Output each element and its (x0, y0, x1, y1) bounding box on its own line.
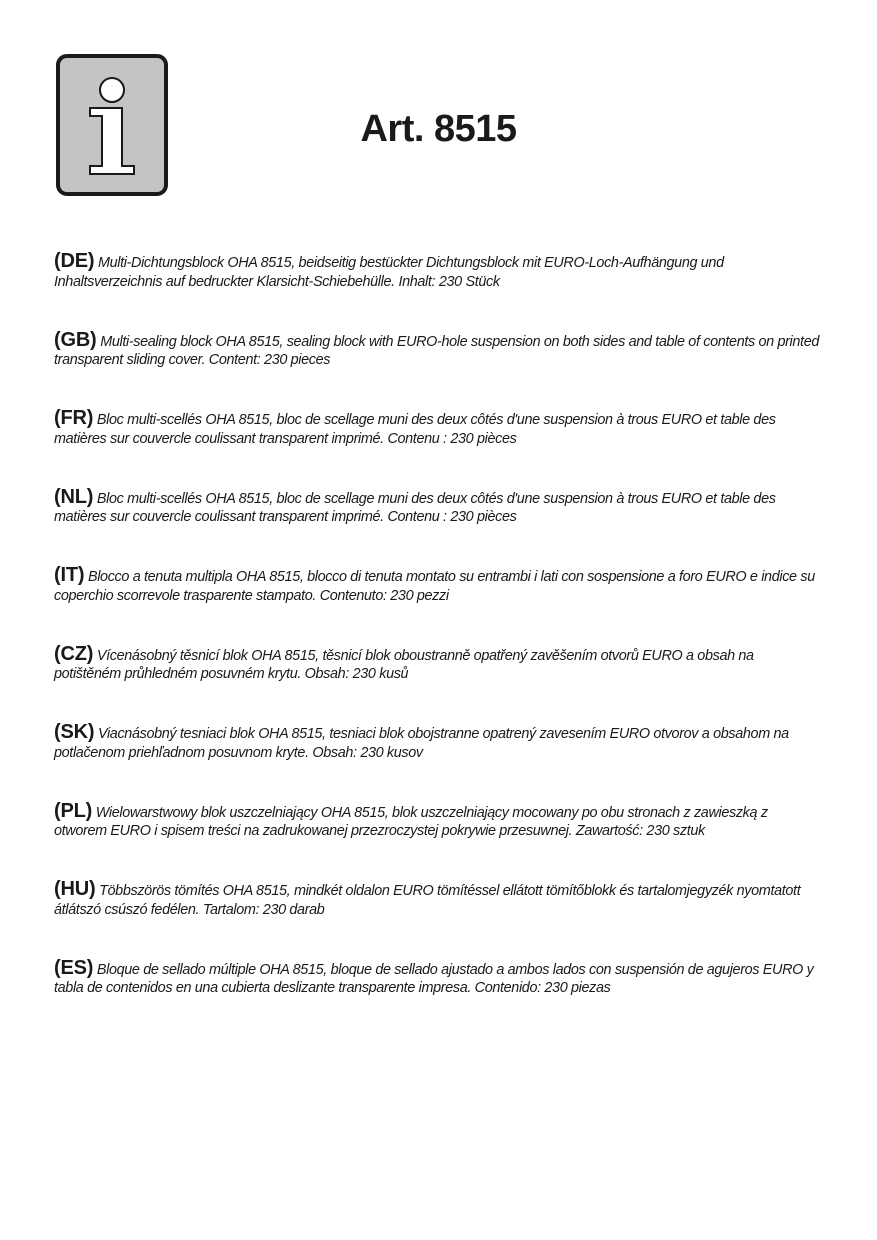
language-code: (ES) (54, 956, 94, 979)
entry-text: Viacnásobný tesniaci blok OHA 8515, tesniaci blok obojstranne opatrený zavesením EURO otvorov a obsahom na potlačenom priehľadnom posuvnom kryte. Obsah: 230 kusov (54, 726, 789, 761)
entry-nl (54, 485, 824, 567)
entry-text: Bloc multi-scellés OHA 8515, bloc de scellage muni des deux côtés d'une suspension à trous EURO et table des matières sur couvercle coulissant transparent imprimé. Contenu : 230 pièces (54, 490, 776, 525)
entry-de (54, 252, 824, 331)
entry-pl (54, 799, 824, 881)
entry-fr (54, 409, 824, 488)
entry-es (54, 956, 824, 1038)
entry-text: Bloque de sellado múltiple OHA 8515, bloque de sellado ajustado a ambos lados con suspensión de agujeros EURO y tabla de contenidos en una cubierta deslizante transparente impresa. Contenido: 230 piezas (54, 961, 814, 996)
entry-cz (54, 642, 824, 724)
language-code: (PL) (54, 799, 93, 822)
page-title: Art. 8515 (360, 108, 517, 150)
entry-text: Multi-Dichtungsblock OHA 8515, beidseitig bestückter Dichtungsblock mit EURO-Loch-Aufhängung und Inhaltsverzeichnis auf bedruckter Klarsicht-Schiebehülle. Inhalt: 230 Stück (54, 255, 724, 290)
entry-text: Wielowarstwowy blok uszczelniający OHA 8515, blok uszczelniający mocowany po obu stronach z zawieszką z otworem EURO i spisem treści na zadrukowanej przezroczystej pokrywie przesuwnej. Zawartość: 230 sztuk (54, 804, 768, 839)
entry-it (54, 566, 824, 645)
language-entries (54, 252, 824, 1037)
language-code: (HU) (54, 878, 96, 900)
language-code: (SK) (54, 721, 95, 743)
language-code: (DE) (54, 250, 95, 272)
language-code: (IT) (54, 564, 85, 586)
entry-text: Multi-sealing block OHA 8515, sealing block with EURO-hole suspension on both sides and table of contents on printed transparent sliding cover. Content: 230 pieces (54, 333, 819, 368)
entry-text: Bloc multi-scellés OHA 8515, bloc de scellage muni des deux côtés d'une suspension à trous EURO et table des matières sur couvercle coulissant transparent imprimé. Contenu : 230 pièces (54, 412, 776, 447)
info-icon (56, 54, 168, 196)
entry-text: Többszörös tömítés OHA 8515, mindkét oldalon EURO tömítéssel ellátott tömítőblokk és tartalomjegyzék nyomtatott átlátszó csúszó fedélen. Tartalom: 230 darab (54, 883, 801, 918)
entry-text: Vícenásobný těsnicí blok OHA 8515, těsnicí blok oboustranně opatřený zavěšením otvorů EURO a obsah na potištěném průhledném posuvném krytu. Obsah: 230 kusů (54, 647, 754, 682)
entry-gb (54, 328, 824, 410)
language-code: (NL) (54, 485, 94, 508)
entry-text: Blocco a tenuta multipla OHA 8515, blocco di tenuta montato su entrambi i lati con sospensione a foro EURO e indice su coperchio scorrevole trasparente stampato. Contenuto: 230 pezzi (54, 569, 815, 604)
language-code: (FR) (54, 407, 94, 429)
language-code: (CZ) (54, 642, 94, 665)
language-code: (GB) (54, 328, 97, 351)
entry-hu (54, 880, 824, 959)
entry-sk (54, 723, 824, 802)
